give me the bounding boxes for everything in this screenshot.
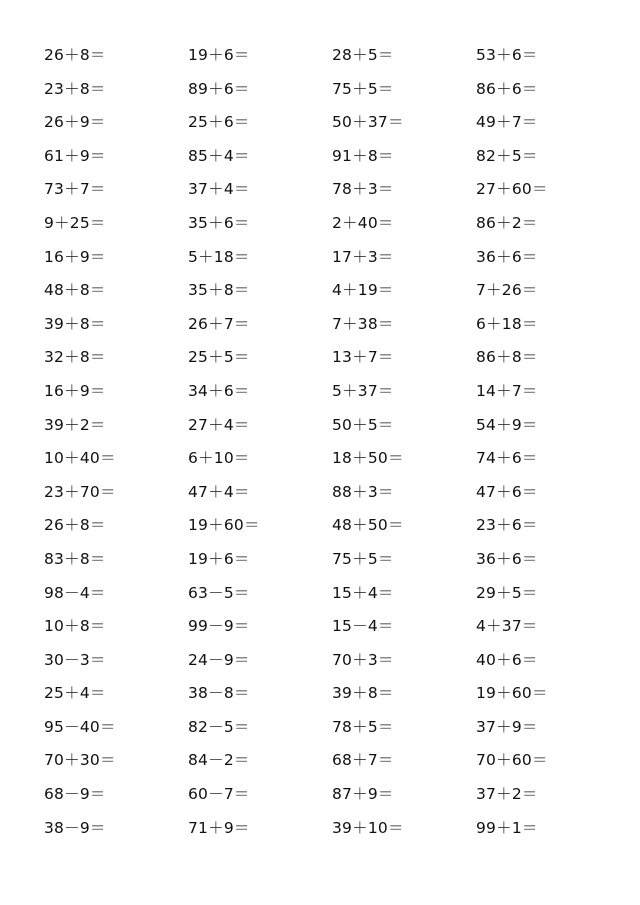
math-problem: 73＋7＝ (44, 180, 106, 199)
math-problem: 50＋5＝ (332, 415, 394, 434)
math-problem: 47＋6＝ (476, 482, 538, 501)
math-problem: 54＋9＝ (476, 415, 538, 434)
math-problem: 70＋60＝ (476, 751, 548, 770)
math-problem: 70＋30＝ (44, 751, 116, 770)
math-problem: 78＋3＝ (332, 180, 394, 199)
math-problem: 23＋8＝ (44, 79, 106, 98)
math-problem: 4＋37＝ (476, 617, 538, 636)
math-problem: 18＋50＝ (332, 449, 404, 468)
math-problem: 74＋6＝ (476, 449, 538, 468)
math-problem: 26＋8＝ (44, 516, 106, 535)
math-problem: 83＋8＝ (44, 549, 106, 568)
math-problem: 63－5＝ (188, 583, 250, 602)
math-problem: 48＋8＝ (44, 281, 106, 300)
math-problem: 89＋6＝ (188, 79, 250, 98)
math-problem: 19＋6＝ (188, 46, 250, 64)
math-problem: 13＋7＝ (332, 348, 394, 367)
math-problem: 6＋18＝ (476, 314, 538, 333)
math-problem: 88＋3＝ (332, 482, 394, 501)
math-problem: 47＋4＝ (188, 482, 250, 501)
math-problem: 39＋2＝ (44, 415, 106, 434)
math-problem: 15－4＝ (332, 617, 394, 636)
math-problem: 39＋8＝ (44, 314, 106, 333)
math-problem: 53＋6＝ (476, 46, 538, 64)
math-problem: 26＋7＝ (188, 314, 250, 333)
math-problem: 5＋18＝ (188, 247, 250, 266)
math-problem: 2＋40＝ (332, 213, 394, 232)
math-problem: 26＋9＝ (44, 113, 106, 132)
math-problem: 39＋10＝ (332, 818, 404, 837)
math-problem: 16＋9＝ (44, 247, 106, 266)
math-problem: 60－7＝ (188, 785, 250, 804)
math-problem: 70＋3＝ (332, 650, 394, 669)
math-problem: 7＋26＝ (476, 281, 538, 300)
math-problem: 39＋8＝ (332, 684, 394, 703)
math-problem: 85＋4＝ (188, 146, 250, 165)
math-problem: 34＋6＝ (188, 381, 250, 400)
math-problem: 49＋7＝ (476, 113, 538, 132)
math-problem: 16＋9＝ (44, 381, 106, 400)
math-problem: 61＋9＝ (44, 146, 106, 165)
math-problem: 17＋3＝ (332, 247, 394, 266)
math-problem: 99＋1＝ (476, 818, 538, 837)
math-problem: 95－40＝ (44, 717, 116, 736)
math-problem: 38－8＝ (188, 684, 250, 703)
math-problem: 10＋40＝ (44, 449, 116, 468)
math-problem: 29＋5＝ (476, 583, 538, 602)
math-problem: 24－9＝ (188, 650, 250, 669)
math-problem: 82＋5＝ (476, 146, 538, 165)
problem-grid (44, 39, 620, 845)
math-problem: 87＋9＝ (332, 785, 394, 804)
math-problem: 37＋2＝ (476, 785, 538, 804)
math-problem: 30－3＝ (44, 650, 106, 669)
math-problem: 32＋8＝ (44, 348, 106, 367)
math-problem: 25＋5＝ (188, 348, 250, 367)
math-problem: 75＋5＝ (332, 549, 394, 568)
math-problem: 27＋4＝ (188, 415, 250, 434)
math-problem: 23＋70＝ (44, 482, 116, 501)
math-problem: 50＋37＝ (332, 113, 404, 132)
math-problem: 36＋6＝ (476, 247, 538, 266)
math-problem: 68－9＝ (44, 785, 106, 804)
math-problem: 19＋60＝ (188, 516, 260, 535)
math-problem: 10＋8＝ (44, 617, 106, 636)
math-problem: 19＋6＝ (188, 549, 250, 568)
math-problem: 5＋37＝ (332, 381, 394, 400)
math-problem: 71＋9＝ (188, 818, 250, 837)
math-problem: 86＋8＝ (476, 348, 538, 367)
math-problem: 26＋8＝ (44, 46, 106, 64)
math-problem: 35＋8＝ (188, 281, 250, 300)
math-problem: 19＋60＝ (476, 684, 548, 703)
math-problem: 36＋6＝ (476, 549, 538, 568)
math-problem: 84－2＝ (188, 751, 250, 770)
math-problem: 82－5＝ (188, 717, 250, 736)
math-problem: 7＋38＝ (332, 314, 394, 333)
math-problem: 28＋5＝ (332, 46, 394, 64)
math-problem: 15＋4＝ (332, 583, 394, 602)
math-problem: 98－4＝ (44, 583, 106, 602)
math-problem: 35＋6＝ (188, 213, 250, 232)
math-problem: 37＋4＝ (188, 180, 250, 199)
math-problem: 75＋5＝ (332, 79, 394, 98)
math-problem: 9＋25＝ (44, 213, 106, 232)
math-problem: 27＋60＝ (476, 180, 548, 199)
math-problem: 14＋7＝ (476, 381, 538, 400)
math-problem: 25＋6＝ (188, 113, 250, 132)
math-problem: 40＋6＝ (476, 650, 538, 669)
math-problem: 68＋7＝ (332, 751, 394, 770)
math-problem: 6＋10＝ (188, 449, 250, 468)
math-problem: 23＋6＝ (476, 516, 538, 535)
math-problem: 78＋5＝ (332, 717, 394, 736)
math-problem: 25＋4＝ (44, 684, 106, 703)
math-problem: 48＋50＝ (332, 516, 404, 535)
math-problem: 99－9＝ (188, 617, 250, 636)
math-problem: 4＋19＝ (332, 281, 394, 300)
math-problem: 37＋9＝ (476, 717, 538, 736)
math-problem: 38－9＝ (44, 818, 106, 837)
math-problem: 86＋6＝ (476, 79, 538, 98)
math-problem: 86＋2＝ (476, 213, 538, 232)
math-problem: 91＋8＝ (332, 146, 394, 165)
